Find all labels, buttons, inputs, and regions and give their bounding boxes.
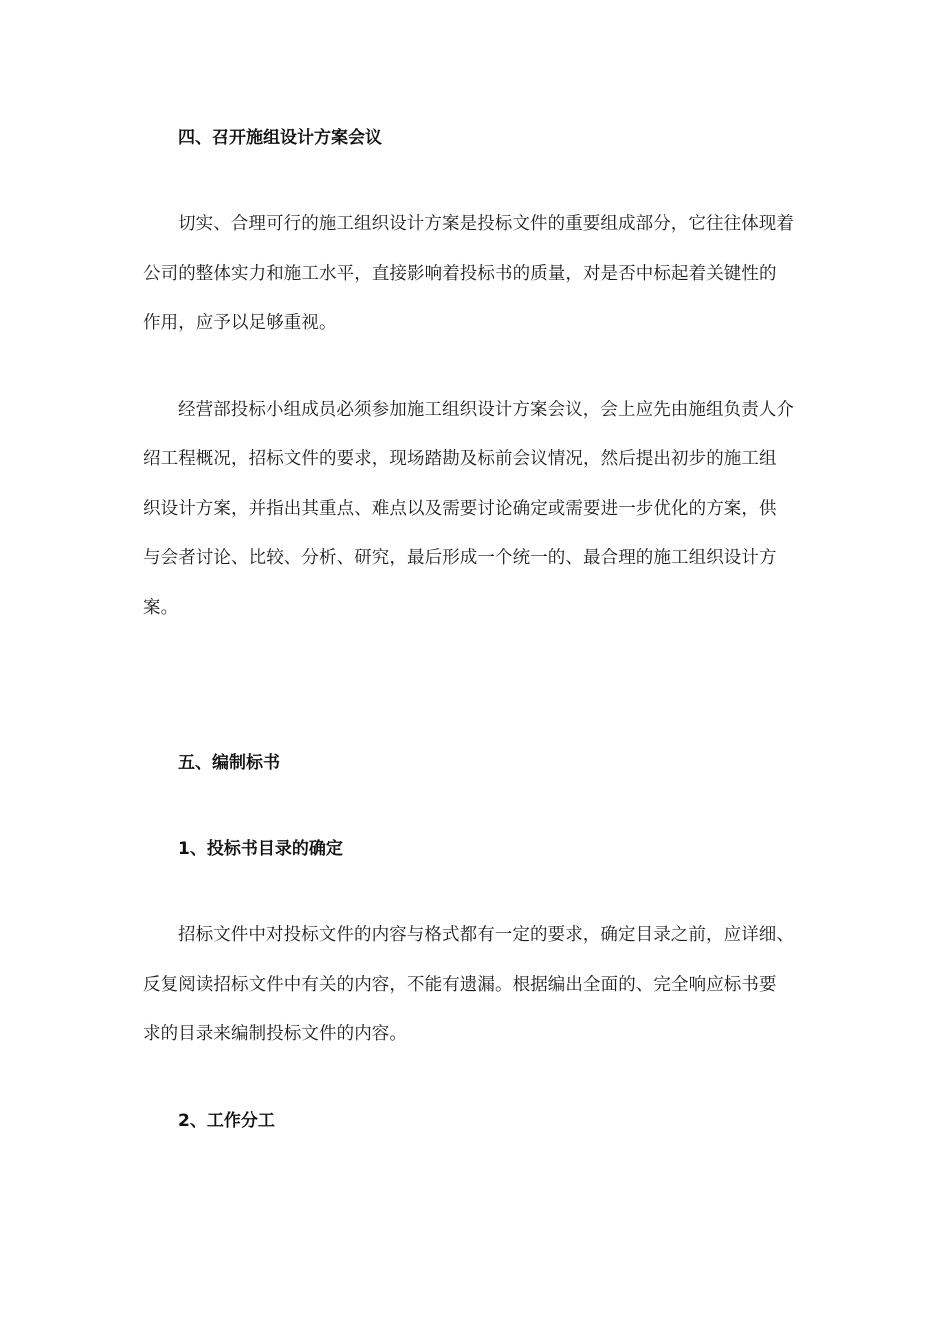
paragraph-line: 与会者讨论、比较、分析、研究，最后形成一个统一的、最合理的施工组织设计方: [143, 548, 777, 568]
paragraph-line: 切实、合理可行的施工组织设计方案是投标文件的重要组成部分，它往往体现着: [178, 214, 794, 234]
paragraph-line: 案。: [143, 598, 179, 618]
paragraph-line: 公司的整体实力和施工水平，直接影响着投标书的质量，对是否中标起着关键性的: [143, 264, 777, 284]
paragraph-line: 反复阅读招标文件中有关的内容，不能有遗漏。根据编出全面的、完全响应标书要: [143, 975, 777, 995]
subsection-1-heading: 1、投标书目录的确定: [178, 839, 343, 859]
section-5-heading: 五、编制标书: [178, 753, 280, 773]
paragraph-line: 绍工程概况，招标文件的要求，现场踏勘及标前会议情况，然后提出初步的施工组: [143, 449, 777, 469]
subsection-2-heading: 2、工作分工: [178, 1111, 275, 1131]
paragraph-line: 经营部投标小组成员必须参加施工组织设计方案会议，会上应先由施组负责人介: [178, 400, 794, 420]
paragraph-line: 招标文件中对投标文件的内容与格式都有一定的要求，确定目录之前，应详细、: [178, 925, 794, 945]
paragraph-line: 作用，应予以足够重视。: [143, 313, 337, 333]
section-4-heading: 四、召开施组设计方案会议: [178, 128, 382, 148]
paragraph-line: 织设计方案，并指出其重点、难点以及需要讨论确定或需要进一步优化的方案，供: [143, 499, 777, 519]
paragraph-line: 求的目录来编制投标文件的内容。: [143, 1024, 407, 1044]
